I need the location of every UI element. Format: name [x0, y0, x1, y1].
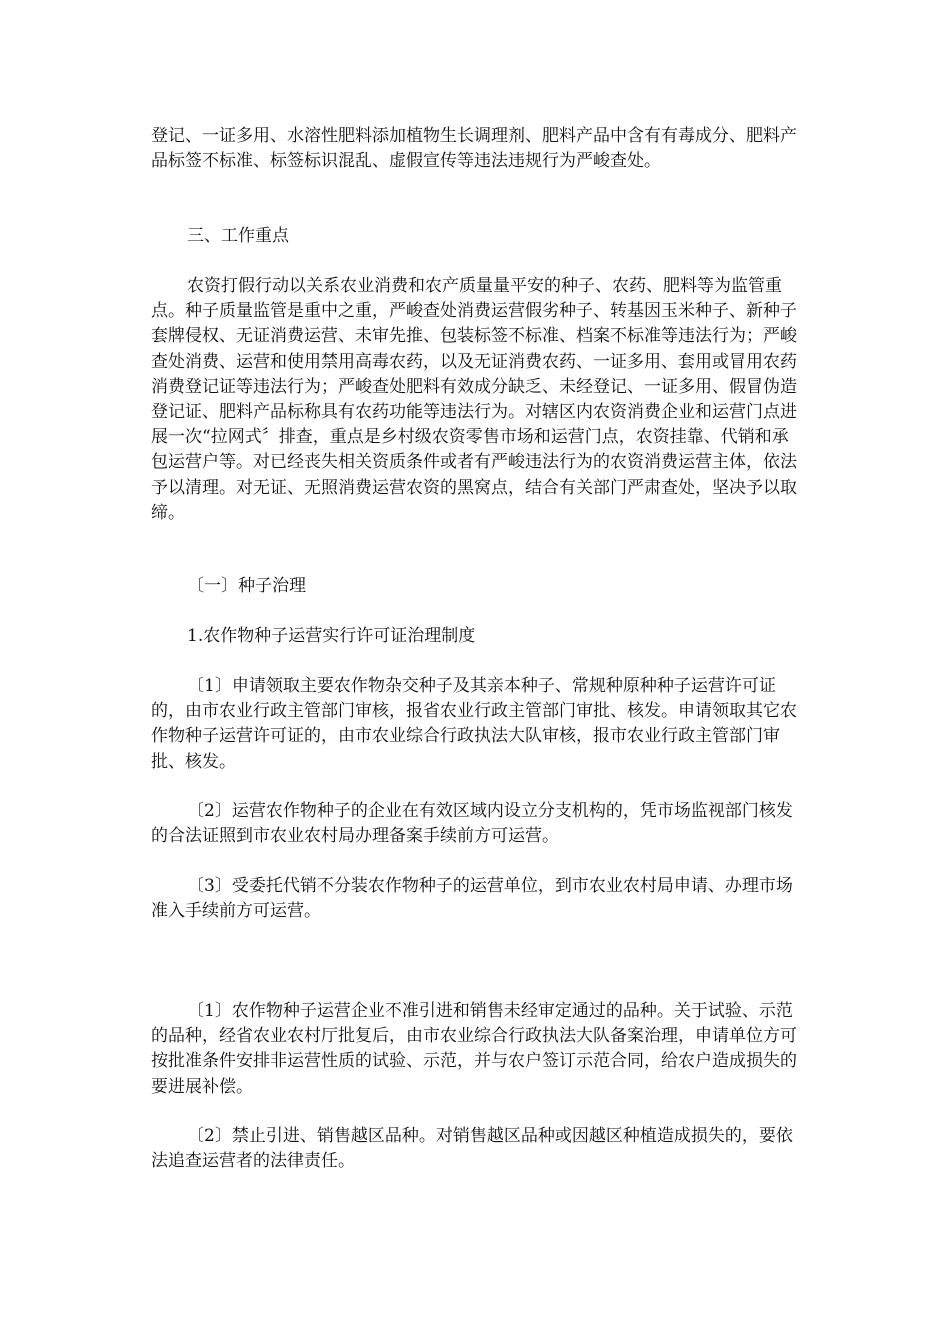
subheading-license-system: 1.农作物种子运营实行许可证治理制度: [187, 626, 476, 646]
paragraph-item-2-branches: 〔2〕运营农作物种子的企业在有效区域内设立分支机构的，凭市场监视部门核发的合法证照到市农业农村局办理备案手续前方可运营。: [151, 801, 793, 847]
paragraph-work-focus: 农资打假行动以关系农业消费和农产质量量平安的种子、农药、肥料等为监管重点。种子质量监管是重中之重，严峻查处消费运营假劣种子、转基因玉米种子、新种子套牌侵权、无证消费运营、未审先推、包装标签不标准、档案不标准等违法行为；严峻查处消费、运营和使用禁用高毒农药，以及无证消费农药、一证多用、套用或冒用农药消费登记证等违法行为；严峻查处肥料有效成分缺乏、未经登记、一证多用、假冒伪造登记证、肥料产品标称具有农药功能等违法行为。对辖区内农资消费企业和运营门点进展一次“拉网式〞排查，重点是乡村级农资零售市场和运营门点，农资挂靠、代销和承包运营户等。对已经丧失相关资质条件或者有严峻违法行为的农资消费运营主体，依法予以清理。对无证、无照消费运营农资的黑窝点，结合有关部门严肃查处，坚决予以取缔。: [151, 276, 797, 523]
paragraph-item-1-license: 〔1〕申请领取主要农作物杂交种子及其亲本种子、常规种原种种子运营许可证的，由市农业行政主管部门审核，报省农业行政主管部门审批、核发。申请领取其它农作物种子运营许可证的，由市农业综合行政执法大队审核，报市农业行政主管部门审批、核发。: [151, 676, 797, 772]
subheading-seed-management: 〔一〕种子治理: [187, 576, 306, 596]
paragraph-item-1-varieties: 〔1〕农作物种子运营企业不准引进和销售未经审定通过的品种。关于试验、示范的品种，经省农业农村厅批复后，由市农业综合行政执法大队备案治理，申请单位方可按批准条件安排非运营性质的试验、示范，并与农户签订示范合同，给农户造成损失的要进展补偿。: [151, 1001, 797, 1097]
section-heading-work-focus: 三、工作重点: [187, 226, 289, 246]
paragraph-intro-continuation: 登记、一证多用、水溶性肥料添加植物生长调理剂、肥料产品中含有有毒成分、肥料产品标签不标准、标签标识混乱、虚假宣传等违法违规行为严峻查处。: [151, 126, 797, 172]
paragraph-item-2-cross-region: 〔2〕禁止引进、销售越区品种。对销售越区品种或因越区种植造成损失的，要依法追查运营者的法律责任。: [151, 1126, 793, 1172]
paragraph-item-3-agency: 〔3〕受委托代销不分装农作物种子的运营单位，到市农业农村局申请、办理市场准入手续前方可运营。: [151, 876, 793, 922]
